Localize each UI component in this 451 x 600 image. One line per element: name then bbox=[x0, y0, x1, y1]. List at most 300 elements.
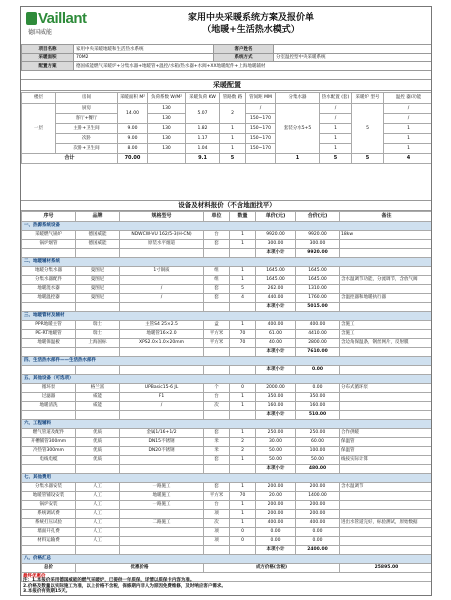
equipment-cell: 曼图尼 bbox=[76, 267, 120, 276]
equipment-cell: 曼图尼 bbox=[76, 294, 120, 303]
equipment-cell: 材料运输费 bbox=[22, 537, 76, 546]
equipment-cell bbox=[22, 348, 76, 357]
equipment-cell bbox=[120, 348, 204, 357]
equipment-cell: 1 bbox=[230, 456, 256, 465]
equipment-row bbox=[22, 384, 433, 393]
coef-cell: 130 bbox=[148, 124, 186, 134]
equipment-cell bbox=[230, 249, 256, 258]
equipment-cell: 100.00 bbox=[296, 447, 340, 456]
equipment-cell: 1 bbox=[230, 510, 256, 519]
equipment-cell: DN15不锈钢 bbox=[120, 438, 204, 447]
equipment-cell bbox=[340, 267, 433, 276]
owner-value bbox=[274, 45, 433, 54]
area-cell: 14.00 bbox=[118, 104, 148, 124]
equipment-cell: 400.00 bbox=[256, 519, 296, 528]
equipment-cell: PPR地暖主管 bbox=[22, 321, 76, 330]
section-header-row bbox=[22, 312, 433, 321]
equipment-cell: 400.00 bbox=[296, 519, 340, 528]
equipment-cell: 70 bbox=[230, 339, 256, 348]
thermo-cell: / bbox=[384, 114, 433, 124]
equipment-row bbox=[22, 402, 433, 411]
equipment-cell: 200.00 bbox=[256, 483, 296, 492]
hotwater-cell: / bbox=[320, 104, 352, 114]
equipment-header-cell: 品牌 bbox=[76, 212, 120, 222]
config-header-cell: 负荷系数 W/M² bbox=[148, 93, 186, 104]
equipment-row bbox=[22, 510, 433, 519]
equipment-cell: 0.00 bbox=[296, 537, 340, 546]
equipment-cell: XPS2.0×1.0×20mm bbox=[120, 339, 204, 348]
equipment-cell bbox=[340, 240, 433, 249]
equipment-cell: 人工 bbox=[76, 537, 120, 546]
equipment-cell bbox=[340, 303, 433, 312]
equipment-cell bbox=[76, 411, 120, 420]
equipment-cell: 米 bbox=[204, 438, 230, 447]
equipment-cell: NDWCW-VU 162/5-3(H-CN) bbox=[120, 231, 204, 240]
equipment-cell: / bbox=[120, 285, 204, 294]
equipment-row bbox=[22, 240, 433, 249]
equipment-cell: 250.00 bbox=[256, 429, 296, 438]
equipment-header-cell: 合价(元) bbox=[296, 212, 340, 222]
equipment-row bbox=[22, 537, 433, 546]
equipment-cell: 61.00 bbox=[256, 330, 296, 339]
loops-cell: 1 bbox=[220, 144, 246, 154]
equipment-cell: 原装水平烟道 bbox=[120, 240, 204, 249]
equipment-cell: 1 bbox=[230, 321, 256, 330]
equipment-cell: 一路施工 bbox=[120, 483, 204, 492]
section-heading: 六、工程辅料 bbox=[22, 420, 433, 429]
equipment-cell bbox=[340, 402, 433, 411]
equipment-cell: 地暖混水器 bbox=[22, 285, 76, 294]
title-line-2: （地暖+生活热水模式） bbox=[202, 25, 300, 35]
equipment-cell: 160.00 bbox=[296, 402, 340, 411]
equipment-cell: 350.00 bbox=[256, 393, 296, 402]
config-header-row bbox=[22, 93, 433, 104]
equipment-cell: 个 bbox=[204, 384, 230, 393]
equipment-cell: 9920.00 bbox=[296, 231, 340, 240]
equipment-cell: 0.00 bbox=[296, 528, 340, 537]
equipment-cell: 地暖管铺设安装 bbox=[22, 492, 76, 501]
equipment-cell: 2400.00 bbox=[296, 546, 340, 555]
equipment-cell bbox=[120, 546, 204, 555]
total-area: 70.00 bbox=[118, 154, 148, 164]
equipment-cell: 300.00 bbox=[256, 240, 296, 249]
equipment-cell bbox=[76, 366, 120, 375]
equipment-cell: 冷热管300mm bbox=[22, 447, 76, 456]
floor-cell: 一层 bbox=[22, 104, 56, 154]
equipment-cell: 20.00 bbox=[256, 492, 296, 501]
equipment-row bbox=[22, 231, 433, 240]
equipment-cell: 台 bbox=[204, 231, 230, 240]
equipment-row bbox=[22, 285, 433, 294]
equipment-cell: 保温管 bbox=[340, 447, 433, 456]
owner-label: 客户姓名 bbox=[214, 45, 274, 54]
config-section-title: 采暖配置 bbox=[21, 79, 432, 91]
equipment-cell: 套 bbox=[204, 285, 230, 294]
equipment-cell: 1645.00 bbox=[256, 267, 296, 276]
equipment-cell: 本项小计 bbox=[256, 249, 296, 258]
equipment-cell bbox=[204, 249, 230, 258]
subtotal-row bbox=[22, 366, 433, 375]
thermo-cell: 1 bbox=[384, 144, 433, 154]
equipment-row bbox=[22, 447, 433, 456]
equipment-cell: 人工 bbox=[76, 501, 120, 510]
thermo-cell: 1 bbox=[384, 134, 433, 144]
equipment-cell: 510.00 bbox=[296, 411, 340, 420]
equipment-cell: 套 bbox=[204, 294, 230, 303]
equipment-cell bbox=[22, 249, 76, 258]
equipment-cell: 9920.00 bbox=[296, 249, 340, 258]
equipment-cell: 440.00 bbox=[256, 294, 296, 303]
equipment-cell: 30.00 bbox=[256, 438, 296, 447]
equipment-cell: 燃气管道及配件 bbox=[22, 429, 76, 438]
equipment-cell bbox=[76, 249, 120, 258]
equipment-cell bbox=[22, 465, 76, 474]
equipment-header-cell: 备注 bbox=[340, 212, 433, 222]
hotwater-cell: 1 bbox=[320, 124, 352, 134]
equipment-cell bbox=[120, 537, 204, 546]
equipment-cell: 0.00 bbox=[296, 366, 340, 375]
section-heading: 七、其他费用 bbox=[22, 474, 433, 483]
total-water: 5 bbox=[320, 154, 352, 164]
equipment-cell bbox=[204, 465, 230, 474]
vaillant-bunny-icon bbox=[26, 12, 37, 25]
equipment-cell: 线按实际计算 bbox=[340, 456, 433, 465]
equipment-cell bbox=[120, 411, 204, 420]
equipment-cell bbox=[230, 546, 256, 555]
equipment-cell: 威能 bbox=[76, 393, 120, 402]
equipment-cell bbox=[230, 348, 256, 357]
equipment-row bbox=[22, 438, 433, 447]
coef-cell: 130 bbox=[148, 144, 186, 154]
equipment-header-cell: 序号 bbox=[22, 212, 76, 222]
equipment-cell bbox=[340, 465, 433, 474]
note-line: 3.本报价有效期15天。 bbox=[23, 589, 71, 594]
total-load: 9.1 bbox=[186, 154, 220, 164]
equipment-cell bbox=[340, 501, 433, 510]
equipment-cell bbox=[22, 411, 76, 420]
equipment-cell: 1400.00 bbox=[296, 492, 340, 501]
section-heading: 四、生活热水部件——生活热水部件 bbox=[22, 357, 433, 366]
pitch-cell: 150~170 bbox=[246, 114, 276, 124]
equipment-cell: 5015.00 bbox=[296, 303, 340, 312]
equipment-row bbox=[22, 528, 433, 537]
hotwater-cell: 1 bbox=[320, 144, 352, 154]
equipment-cell: 50.00 bbox=[256, 447, 296, 456]
equipment-cell: 曼图尼 bbox=[76, 285, 120, 294]
equipment-cell: 系统打压试验 bbox=[22, 519, 76, 528]
equipment-cell bbox=[230, 366, 256, 375]
equipment-cell: 400.00 bbox=[296, 321, 340, 330]
equipment-cell: 1 bbox=[230, 519, 256, 528]
equipment-cell bbox=[120, 528, 204, 537]
equipment-cell: 2 bbox=[230, 438, 256, 447]
equipment-cell: 合作供暖 bbox=[340, 429, 433, 438]
equipment-cell: 480.00 bbox=[296, 465, 340, 474]
equipment-cell: 金属1/16+1/2 bbox=[120, 429, 204, 438]
coef-cell: 130 bbox=[148, 114, 186, 124]
equipment-cell: 项 bbox=[204, 537, 230, 546]
equipment-cell bbox=[204, 348, 230, 357]
equipment-cell: 1760.00 bbox=[296, 294, 340, 303]
area-label: 采暖面积 bbox=[22, 53, 74, 62]
equipment-cell: 1645.00 bbox=[296, 276, 340, 285]
equipment-cell: 1645.00 bbox=[256, 276, 296, 285]
equipment-cell: 160.00 bbox=[256, 402, 296, 411]
brand-name: Vaillant bbox=[38, 10, 87, 27]
equipment-cell: 含施工 bbox=[340, 330, 433, 339]
section-heading: 三、地暖管材及辅材 bbox=[22, 312, 433, 321]
config-header-cell: 房间 bbox=[56, 93, 118, 104]
equipment-cell bbox=[204, 411, 230, 420]
equipment-cell bbox=[340, 393, 433, 402]
equipment-cell: 2000.00 bbox=[256, 384, 296, 393]
total-thermo: 4 bbox=[384, 154, 433, 164]
equipment-cell bbox=[120, 510, 204, 519]
config-label: 配置方案 bbox=[22, 62, 74, 71]
note-line: 2.价格及数量以实际施工为准，以上价格不含税，保修期内非人为原因免费维修，及时响应客户需求。 bbox=[23, 583, 226, 589]
vaillant-logo bbox=[26, 11, 121, 41]
equipment-cell: 次 bbox=[204, 519, 230, 528]
equipment-cell: 0 bbox=[230, 537, 256, 546]
equipment-cell bbox=[76, 546, 120, 555]
equipment-cell: 进出水管道完好，标验测试，原始数据 bbox=[340, 519, 433, 528]
equipment-cell: 4410.00 bbox=[296, 330, 340, 339]
equipment-cell: PE-RT地暖管 bbox=[22, 330, 76, 339]
equipment-row bbox=[22, 501, 433, 510]
equipment-cell: 项 bbox=[204, 510, 230, 519]
equipment-cell: 人工 bbox=[76, 483, 120, 492]
equipment-cell: 含温控器和地暖执行器 bbox=[340, 294, 433, 303]
equipment-cell bbox=[340, 249, 433, 258]
equipment-cell: 分布式循环泵 bbox=[340, 384, 433, 393]
equipment-cell bbox=[204, 546, 230, 555]
equipment-header-cell: 数量 bbox=[230, 212, 256, 222]
equipment-cell bbox=[230, 465, 256, 474]
equipment-cell: 台 bbox=[204, 393, 230, 402]
room-cell: 客厅+餐厅 bbox=[56, 114, 118, 124]
equipment-cell: 项 bbox=[204, 528, 230, 537]
equipment-cell: 一路施工 bbox=[120, 501, 204, 510]
brand-subtitle: 德国威能 bbox=[28, 29, 53, 36]
equipment-section-title: 设备及材料报价（不含地面找平） bbox=[21, 200, 432, 211]
equipment-cell: 400.00 bbox=[256, 321, 296, 330]
equipment-cell: 优质 bbox=[76, 447, 120, 456]
equipment-cell: 地暖分集水器 bbox=[22, 267, 76, 276]
equipment-cell: 4 bbox=[230, 294, 256, 303]
manifold-cell: 套装分水5+5 bbox=[276, 104, 320, 154]
system-label: 系统方式 bbox=[214, 53, 274, 62]
equipment-cell: 70 bbox=[230, 492, 256, 501]
equipment-cell: 套 bbox=[204, 240, 230, 249]
equipment-cell bbox=[22, 303, 76, 312]
equipment-cell: 德国威能 bbox=[76, 231, 120, 240]
title-line-1: 家用中央采暖系统方案及报价单 bbox=[187, 13, 314, 23]
equipment-cell: 地暖保温板 bbox=[22, 339, 76, 348]
equipment-cell: 1645.00 bbox=[296, 267, 340, 276]
equipment-cell: 50.00 bbox=[296, 456, 340, 465]
equipment-cell: 含施工 bbox=[340, 321, 433, 330]
equipment-cell: 墙面开孔费 bbox=[22, 528, 76, 537]
equipment-cell: 优质 bbox=[76, 456, 120, 465]
equipment-row bbox=[22, 339, 433, 348]
thermo-cell: / bbox=[384, 104, 433, 114]
equipment-cell bbox=[340, 492, 433, 501]
equipment-cell: 0 bbox=[230, 384, 256, 393]
equipment-cell bbox=[340, 366, 433, 375]
equipment-cell: 1 bbox=[230, 483, 256, 492]
config-header-cell: 采暖负荷 KW bbox=[186, 93, 220, 104]
equipment-cell: 7610.00 bbox=[296, 348, 340, 357]
notes bbox=[23, 578, 431, 595]
loops-cell: 1 bbox=[220, 134, 246, 144]
equipment-cell: 地暖管16×2.0 bbox=[120, 330, 204, 339]
equipment-cell: 循环泵 bbox=[22, 384, 76, 393]
subtotal-row bbox=[22, 546, 433, 555]
equipment-cell: 锅炉安装 bbox=[22, 501, 76, 510]
section-heading: 二、地暖辅材系统 bbox=[22, 258, 433, 267]
equipment-cell: / bbox=[120, 402, 204, 411]
equipment-cell: 1 bbox=[230, 501, 256, 510]
equipment-cell: 50.00 bbox=[256, 456, 296, 465]
equipment-cell bbox=[340, 537, 433, 546]
equipment-cell: 威能 bbox=[76, 402, 120, 411]
equipment-cell bbox=[230, 411, 256, 420]
room-cell: 厨房 bbox=[56, 104, 118, 114]
coef-cell: 130 bbox=[148, 104, 186, 114]
equipment-cell: 1 bbox=[230, 276, 256, 285]
equipment-cell: 1 bbox=[230, 393, 256, 402]
subtotal-row bbox=[22, 465, 433, 474]
section-heading: 五、其他设备（可选项） bbox=[22, 375, 433, 384]
equipment-cell: 米 bbox=[204, 447, 230, 456]
equipment-cell: 套 bbox=[204, 456, 230, 465]
hotwater-cell: 1 bbox=[320, 134, 352, 144]
equipment-cell: 1 bbox=[230, 240, 256, 249]
equipment-cell: 优质 bbox=[76, 438, 120, 447]
equipment-cell: 含水温调节功能，分流调节，含放气阀 bbox=[340, 276, 433, 285]
equipment-cell: 200.00 bbox=[256, 501, 296, 510]
equipment-cell: 人工 bbox=[76, 492, 120, 501]
equipment-cell: 人工 bbox=[76, 528, 120, 537]
equipment-cell: 套 bbox=[204, 483, 230, 492]
equipment-cell: 分集水器安装 bbox=[22, 483, 76, 492]
pitch-cell: / bbox=[246, 104, 276, 114]
equipment-row bbox=[22, 294, 433, 303]
hotwater-cell: / bbox=[320, 114, 352, 124]
equipment-cell: 250.00 bbox=[296, 429, 340, 438]
grand-total-cell: 成方价格(含税) bbox=[204, 564, 340, 573]
equipment-row bbox=[22, 519, 433, 528]
equipment-cell: 9920.00 bbox=[256, 231, 296, 240]
config-value: 德国威能燃气采暖炉+分集水器+地暖管+温控/水箱/热水器+水阀+XX地暖配件+上海地暖辅材 bbox=[74, 62, 433, 71]
equipment-cell: 台 bbox=[204, 501, 230, 510]
equipment-cell bbox=[340, 285, 433, 294]
section-header-row bbox=[22, 420, 433, 429]
boiler-cell: 5 bbox=[352, 104, 384, 154]
total-boiler: 5 bbox=[352, 154, 384, 164]
equipment-row bbox=[22, 483, 433, 492]
config-header-cell: 分集水器 bbox=[276, 93, 320, 104]
equipment-cell: 锅炉烟管 bbox=[22, 240, 76, 249]
equipment-cell: 主管S4 25×2.5 bbox=[120, 321, 204, 330]
equipment-cell: 含边角保温条，钢丝网片，反射膜 bbox=[340, 339, 433, 348]
equipment-cell bbox=[120, 303, 204, 312]
equipment-cell: 二路施工 bbox=[120, 519, 204, 528]
section-header-row bbox=[22, 258, 433, 267]
section-heading: 一、热源系统设备 bbox=[22, 222, 433, 231]
area-cell: 8.00 bbox=[118, 144, 148, 154]
equipment-cell: 0 bbox=[230, 528, 256, 537]
equipment-cell: 开槽铺管300mm bbox=[22, 438, 76, 447]
equipment-cell: F1 bbox=[120, 393, 204, 402]
load-cell: 1.17 bbox=[186, 134, 220, 144]
equipment-cell: 262.00 bbox=[256, 285, 296, 294]
equipment-cell bbox=[76, 348, 120, 357]
subtotal-row bbox=[22, 348, 433, 357]
equipment-row bbox=[22, 276, 433, 285]
equipment-cell: 1 bbox=[230, 267, 256, 276]
equipment-cell bbox=[340, 411, 433, 420]
equipment-cell: 电线电缆 bbox=[22, 456, 76, 465]
room-cell: 主卧+卫生间 bbox=[56, 124, 118, 134]
equipment-cell bbox=[120, 456, 204, 465]
equipment-cell: 地暖温控器 bbox=[22, 294, 76, 303]
equipment-cell: 200.00 bbox=[296, 510, 340, 519]
quotation-sheet bbox=[20, 6, 432, 596]
equipment-cell: 平方米 bbox=[204, 339, 230, 348]
total-manifold: 1 bbox=[276, 154, 320, 164]
equipment-cell: 地暖清洗 bbox=[22, 402, 76, 411]
config-header-cell: 管路数 路 bbox=[220, 93, 246, 104]
equipment-cell bbox=[340, 528, 433, 537]
system-value: 分室温控型中央采暖系统 bbox=[274, 53, 433, 62]
equipment-cell: 1 bbox=[230, 429, 256, 438]
equipment-cell: 瑞士 bbox=[76, 330, 120, 339]
load-cell: 1.82 bbox=[186, 124, 220, 134]
equipment-row bbox=[22, 267, 433, 276]
equipment-cell: 曼图尼 bbox=[76, 276, 120, 285]
equipment-cell: 1 bbox=[230, 402, 256, 411]
equipment-cell: 0.00 bbox=[256, 528, 296, 537]
equipment-cell: 60.00 bbox=[296, 438, 340, 447]
equipment-row bbox=[22, 492, 433, 501]
equipment-cell: 本项小计 bbox=[256, 348, 296, 357]
subtotal-row bbox=[22, 411, 433, 420]
equipment-cell: 2800.00 bbox=[296, 339, 340, 348]
equipment-cell: 本项小计 bbox=[256, 411, 296, 420]
equipment-cell: 格兰富 bbox=[76, 384, 120, 393]
room-cell: 次卧 bbox=[56, 134, 118, 144]
equipment-row bbox=[22, 429, 433, 438]
equipment-cell: 过滤器 bbox=[22, 393, 76, 402]
section-header-row bbox=[22, 222, 433, 231]
equipment-cell: / bbox=[120, 294, 204, 303]
equipment-cell: 组 bbox=[204, 276, 230, 285]
equipment-cell: 系统调试费 bbox=[22, 510, 76, 519]
equipment-cell bbox=[120, 366, 204, 375]
equipment-cell: 350.00 bbox=[296, 393, 340, 402]
equipment-cell: 地暖施工 bbox=[120, 492, 204, 501]
loops-cell: 1 bbox=[220, 124, 246, 134]
equipment-cell: 40.00 bbox=[256, 339, 296, 348]
subtotal-row bbox=[22, 303, 433, 312]
equipment-cell: 200.00 bbox=[296, 501, 340, 510]
equipment-cell: 分集水器配件 bbox=[22, 276, 76, 285]
config-row bbox=[22, 104, 433, 114]
config-header-cell: 采暖面积 M² bbox=[118, 93, 148, 104]
equipment-cell bbox=[340, 546, 433, 555]
equipment-cell bbox=[76, 303, 120, 312]
